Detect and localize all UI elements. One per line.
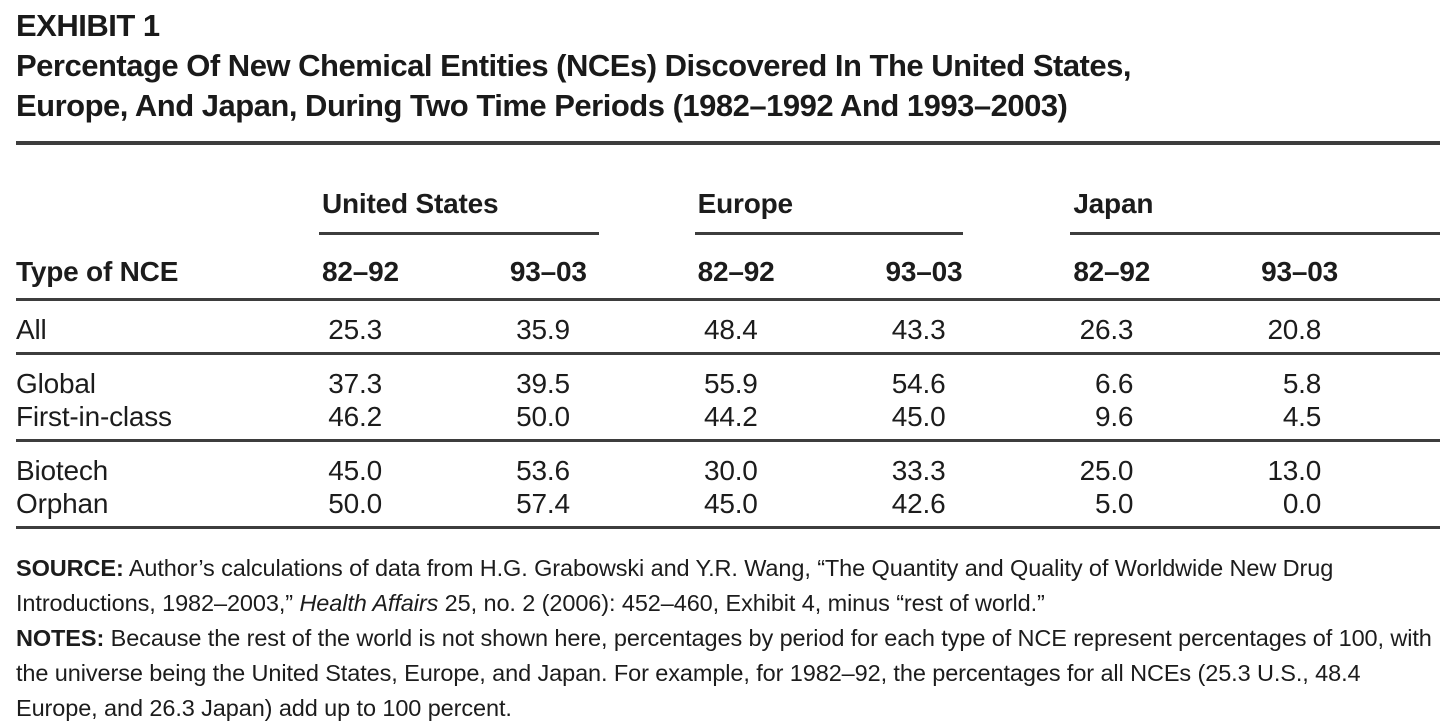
period-header-eu-82-92: 82–92: [689, 235, 877, 300]
footnotes: [16, 551, 1440, 726]
period-header-us-82-92: 82–92: [313, 235, 501, 300]
cell-value: 30.0: [703, 455, 758, 486]
cell-value: 50.0: [501, 400, 689, 441]
cell-value: 46.2: [313, 400, 501, 441]
period-header-jp-82-92: 82–92: [1064, 235, 1252, 300]
cell-value: 9.6: [1064, 400, 1252, 441]
table-row-orphan: [16, 487, 1440, 528]
cell-value: 5.0: [1064, 487, 1252, 528]
cell-value: 33.3: [891, 455, 946, 486]
cell-value: 6.6: [1094, 368, 1134, 399]
group-header-spacer: [16, 145, 313, 235]
row-label: First-in-class: [16, 400, 313, 441]
cell-value: 45.0: [689, 487, 877, 528]
table-row-first-in-class: [16, 400, 1440, 441]
period-header-us-93-03: 93–03: [501, 235, 689, 300]
cell-value: 26.3: [1064, 300, 1252, 354]
row-label: Orphan: [16, 487, 313, 528]
exhibit-header: [16, 6, 1440, 126]
row-label: Biotech: [16, 455, 108, 486]
cell-value: 57.4: [501, 487, 689, 528]
exhibit-label: EXHIBIT 1: [16, 8, 160, 43]
period-header-eu-93-03: 93–03: [876, 235, 1064, 300]
exhibit-title-line1: Percentage Of New Chemical Entities (NCEs) Discovered In The United States,: [16, 48, 1131, 83]
cell-value: 55.9: [703, 368, 758, 399]
cell-value: 25.0: [1079, 455, 1134, 486]
group-header-japan: [1064, 145, 1440, 235]
table-row-all: [16, 300, 1440, 354]
table-row-global: [16, 354, 1440, 401]
cell-value: 54.6: [891, 368, 946, 399]
cell-value: 48.4: [689, 300, 877, 354]
cell-value: 39.5: [516, 368, 570, 399]
cell-value: 0.0: [1252, 487, 1440, 528]
group-header-europe: [689, 145, 1065, 235]
source-text-after: 25, no. 2 (2006): 452–460, Exhibit 4, minus “rest of world.”: [444, 590, 1045, 616]
row-header-label: Type of NCE: [16, 235, 313, 300]
cell-value: 53.6: [516, 455, 570, 486]
cell-value: 43.3: [876, 300, 1064, 354]
cell-value: 50.0: [313, 487, 501, 528]
period-header-row: [16, 235, 1440, 300]
source-note: [16, 551, 1440, 621]
exhibit-title-line2: Europe, And Japan, During Two Time Periods (1982–1992 And 1993–2003): [16, 88, 1068, 123]
group-label-europe: Europe: [697, 188, 793, 219]
row-label: All: [16, 300, 313, 354]
cell-value: 20.8: [1252, 300, 1440, 354]
journal-name: Health Affairs: [299, 590, 439, 616]
cell-value: 5.8: [1282, 368, 1322, 399]
cell-value: 37.3: [328, 368, 382, 399]
row-label: Global: [16, 368, 96, 399]
cell-value: 13.0: [1267, 455, 1322, 486]
group-label-japan: Japan: [1073, 188, 1154, 219]
group-label-united-states: United States: [322, 188, 499, 219]
group-header-united-states: [313, 145, 689, 235]
cell-value: 44.2: [689, 400, 877, 441]
group-header-row: [16, 145, 1440, 235]
nce-data-table: [16, 145, 1440, 529]
notes-note: [16, 621, 1440, 726]
cell-value: 25.3: [313, 300, 501, 354]
cell-value: 45.0: [328, 455, 382, 486]
cell-value: 4.5: [1252, 400, 1440, 441]
cell-value: 35.9: [501, 300, 689, 354]
source-label: SOURCE:: [16, 555, 124, 581]
notes-text: Because the rest of the world is not shown here, percentages by period for each type of NCE represent percentages of 100, with the universe being the United States, Europe, and Japan. For example, for 1982–92, the percentages for all NCEs (25.3 U.S., 48.4 Europe, and 26.3 Japan) add up to 100 percent.: [16, 625, 1432, 721]
period-header-jp-93-03: 93–03: [1252, 235, 1440, 300]
cell-value: 45.0: [876, 400, 1064, 441]
notes-label: NOTES:: [16, 625, 105, 651]
cell-value: 42.6: [876, 487, 1064, 528]
source-text-before: Author’s calculations of data from H.G. Grabowski and Y.R. Wang, “The Quantity and Quality of Worldwide New Drug Introductions, 1982–2003,”: [16, 555, 1334, 616]
table-row-biotech: [16, 441, 1440, 488]
